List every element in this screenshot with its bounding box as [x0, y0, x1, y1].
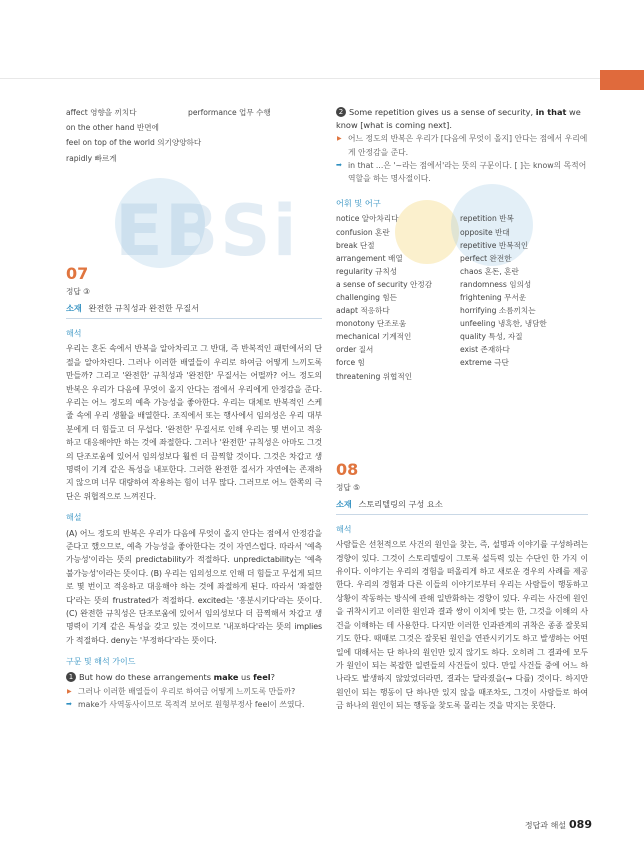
vocab-item: notice 알아차리다: [336, 214, 399, 224]
watermark-text: EBSi: [115, 190, 299, 272]
guide-text: Some repetition gives us a sense of security,: [349, 107, 536, 117]
vocab-item: exist 존재하다: [460, 345, 510, 355]
vocab-item: force 힘: [336, 358, 365, 368]
guide-sentence-2: [336, 106, 588, 132]
vocab-item: challenging 힘든: [336, 292, 397, 302]
guide-sentence-1: [66, 671, 322, 684]
guide-note: ➡ in that ...은 '~라는 점에서'라는 뜻의 구문이다. [ ]는 know의 목적어 역할을 하는 명사절이다.: [336, 159, 588, 185]
vocab-item: chaos 혼돈, 혼란: [460, 266, 519, 276]
topic-line: [336, 498, 588, 515]
vocab-item: arrangement 배열: [336, 253, 403, 263]
vocab-item: quality 특성, 자질: [460, 332, 523, 342]
page-number: 089: [569, 818, 592, 831]
guide-translation: ▶ 어느 정도의 반복은 우리가 [다음에 무엇이 올지] 안다는 점에서 우리에게 안정감을 준다.: [336, 132, 588, 158]
translation-title: 해석: [336, 525, 352, 535]
guide-bold: make: [213, 672, 239, 683]
topic-tag: 소재: [336, 498, 352, 509]
vocab-item: mechanical 기계적인: [336, 332, 412, 342]
translation-title: 해석: [66, 329, 82, 339]
top-vocab-list: [66, 106, 322, 165]
vocab-item: on the other hand 반면에: [66, 123, 159, 133]
vocab-item: extreme 극단: [460, 358, 509, 368]
header-rule: [0, 78, 600, 79]
vocab-item: [188, 121, 318, 134]
topic-tag: 소재: [66, 303, 82, 314]
question-number: 08: [336, 459, 359, 479]
guide-note: ➡ make가 사역동사이므로 목적격 보어로 원형부정사 feel이 쓰였다.: [66, 698, 322, 711]
vocab-item: performance 업무 수행: [188, 108, 271, 117]
explanation-paragraph: (A) 어느 정도의 반복은 우리가 다음에 무엇이 올지 안다는 점에서 안정감을 준다고 했으므로, 예측 가능성을 좋아한다는 것이 자연스럽다. 따라서 '예측 가능성'이라는 뜻의 predictability가 적절하다. unpredictability는 '예측 불가능성'이라는 뜻이다. (B) 우리는 임의성으로 인해 더 힘들고 무섭게 되므로 몇 번이고 적응하고 대응해야 하는 것에 좌절하게 된다. 따라서 '좌절한다'라는 뜻의 frustrated가 적절하다. excited는 '흥분시키다'라는 뜻이다. (C) 완전한 규칙성은 단조로움에 있어서 임의성보다 더 끔찍해서 차갑고 생명력이 기계 같은 특성을 갖고 있는 것이므로 '내포하다'라는 뜻의 implies가 적절하다. deny는 '부정하다'라는 뜻이다.: [66, 528, 322, 645]
vocab-item: affect 영향을 끼치다: [66, 108, 137, 117]
vocab-item: [188, 136, 318, 149]
vocab-title: 어휘 및 어구: [336, 198, 381, 209]
vocab-item: threatening 위협적인: [336, 371, 413, 381]
vocab-item: a sense of security 안정감: [336, 279, 433, 289]
guide-text: we know [what is coming next].: [336, 107, 581, 131]
guide-text: But how do these arrangements: [79, 672, 214, 683]
page-footer: [525, 818, 592, 831]
vocab-list: [336, 212, 588, 382]
topic-text: 스토리텔링의 구성 요소: [358, 498, 443, 509]
question-number: 07: [66, 263, 89, 283]
vocab-item: adapt 적응하다: [336, 306, 390, 316]
vocab-item: repetitive 반복적인: [460, 240, 529, 250]
answer-label: 정답 ⑤: [336, 482, 360, 492]
right-column: [336, 106, 588, 713]
vocab-item: frightening 무서운: [460, 292, 527, 302]
vocab-item: break 단절: [336, 240, 375, 250]
section-tab-marker: [600, 70, 644, 90]
topic-text: 완전한 규칙성과 완전한 무질서: [88, 303, 200, 314]
explanation-title: 해설: [66, 513, 82, 523]
answer-label: 정답 ③: [66, 286, 90, 296]
translation-paragraph: 우리는 혼돈 속에서 반복을 알아차리고 그 반대, 즉 반복적인 패턴에서의 단절을 알아차린다. 그러나 이러한 배열들이 우리로 하여금 어떻게 느끼도록 만들까? 그리고 '완전한' 규칙성과 '완전한' 무질서는 어떨까? 어느 정도의 반복은 우리가 다음에 무엇이 올지 안다는 점에서 우리에게 안정감을 준다. 우리는 어느 정도의 예측 가능성을 좋아한다. 우리는 대체로 반복적인 스케줄 속에 우리 생활을 배열한다. 조직에서 또는 행사에서 임의성은 우리 대부분에게 더 힘들고 더 무섭다. '완전한' 무질서로 인해 우리는 몇 번이고 적응하고 대응해야만 하는 것에 좌절한다. 그러나 '완전한' 규칙성은 아마도 그것의 단조로움에 있어서 임의성보다 훨씬 더 끔찍할 것이다. 그것은 차갑고 생명력이 기계 같은 특성을 내포한다. 그러한 완전한 질서가 자연에는 존재하지 않으며 너무 대량하여 작용하는 힘이 너무 많다. 그러므로 어느 한쪽의 극단은 위협적으로 느껴진다.: [66, 344, 322, 501]
vocab-item: order 질서: [336, 345, 374, 355]
vocab-item: randomness 임의성: [460, 279, 532, 289]
vocab-item: repetition 반복: [460, 214, 514, 224]
number-badge: 2: [336, 107, 346, 117]
guide-bold: in that: [535, 107, 567, 117]
vocab-item: opposite 반대: [460, 227, 510, 237]
vocab-item: unfeeling 냉혹한, 냉담한: [460, 319, 547, 329]
left-column: [66, 106, 322, 711]
guide-text: ?: [270, 672, 275, 683]
vocab-item: rapidly 빠르게: [66, 153, 117, 163]
vocab-item: regularity 규칙성: [336, 266, 398, 276]
guide-bold: feel: [253, 672, 271, 683]
vocab-item: perfect 완전한: [460, 253, 512, 263]
vocab-item: feel on top of the world 의기양양하다: [66, 138, 202, 148]
translation-paragraph: 사람들은 선천적으로 사건의 원인을 찾는, 즉, 설명과 이야기를 구성하려는 경향이 있다. 그것이 스토리텔링이 그토록 설득력 있는 수단인 한 가지 이유이다. 이야기는 우리의 경험을 떠올리게 하고 새로운 경우의 사례를 제공한다. 우리의 경험과 다른 이들의 이야기로부터 우리는 사람들이 행동하고 상황이 작동하는 방식에 관해 일반화하는 경향이 있다. 우리는 사건에 원인을 귀착시키고 이러한 원인과 결과 쌍이 이치에 맞는 한, 그것을 이해의 사건을 이해하는 데 사용한다. 다지만 이러한 인과관계의 귀착은 종종 잘못되기도 한다. 때때로 그것은 잘못된 원인을 연관시키기도 하고 발생하는 어떤 일에 대해서는 단 하나의 원인만 있지 않기도 하다. 오히려 그 결과에 모두가 원인이 되는 복잡한 일련들의 사건들이 있다. 만일 사건들 중에 어느 하나라도 발생하지 않았었더라면, 결과는 달라졌을(→ 다를) 것이다. 하지만 원인이 되는 행동이 단 하나만 있지 않을 때조차도, 그것이 사람들로 하여금 하나의 원인이 되는 행동을 찾도록 몰리는 것을 막지는 못한다.: [336, 540, 588, 711]
vocab-item: horrifying 소름끼치는: [460, 306, 536, 316]
vocab-item: [188, 152, 318, 165]
vocab-item: [460, 370, 588, 383]
number-badge: 1: [66, 672, 76, 682]
guide-text: us: [238, 672, 254, 683]
guide-translation: ▶ 그러나 이러한 배열들이 우리로 하여금 어떻게 느끼도록 만들까?: [66, 685, 322, 698]
guide-title: 구문 및 해석 가이드: [66, 657, 136, 667]
topic-line: [66, 302, 322, 319]
vocab-item: monotony 단조로움: [336, 319, 407, 329]
vocab-item: confusion 혼란: [336, 227, 390, 237]
footer-label: 정답과 해설: [524, 821, 567, 830]
